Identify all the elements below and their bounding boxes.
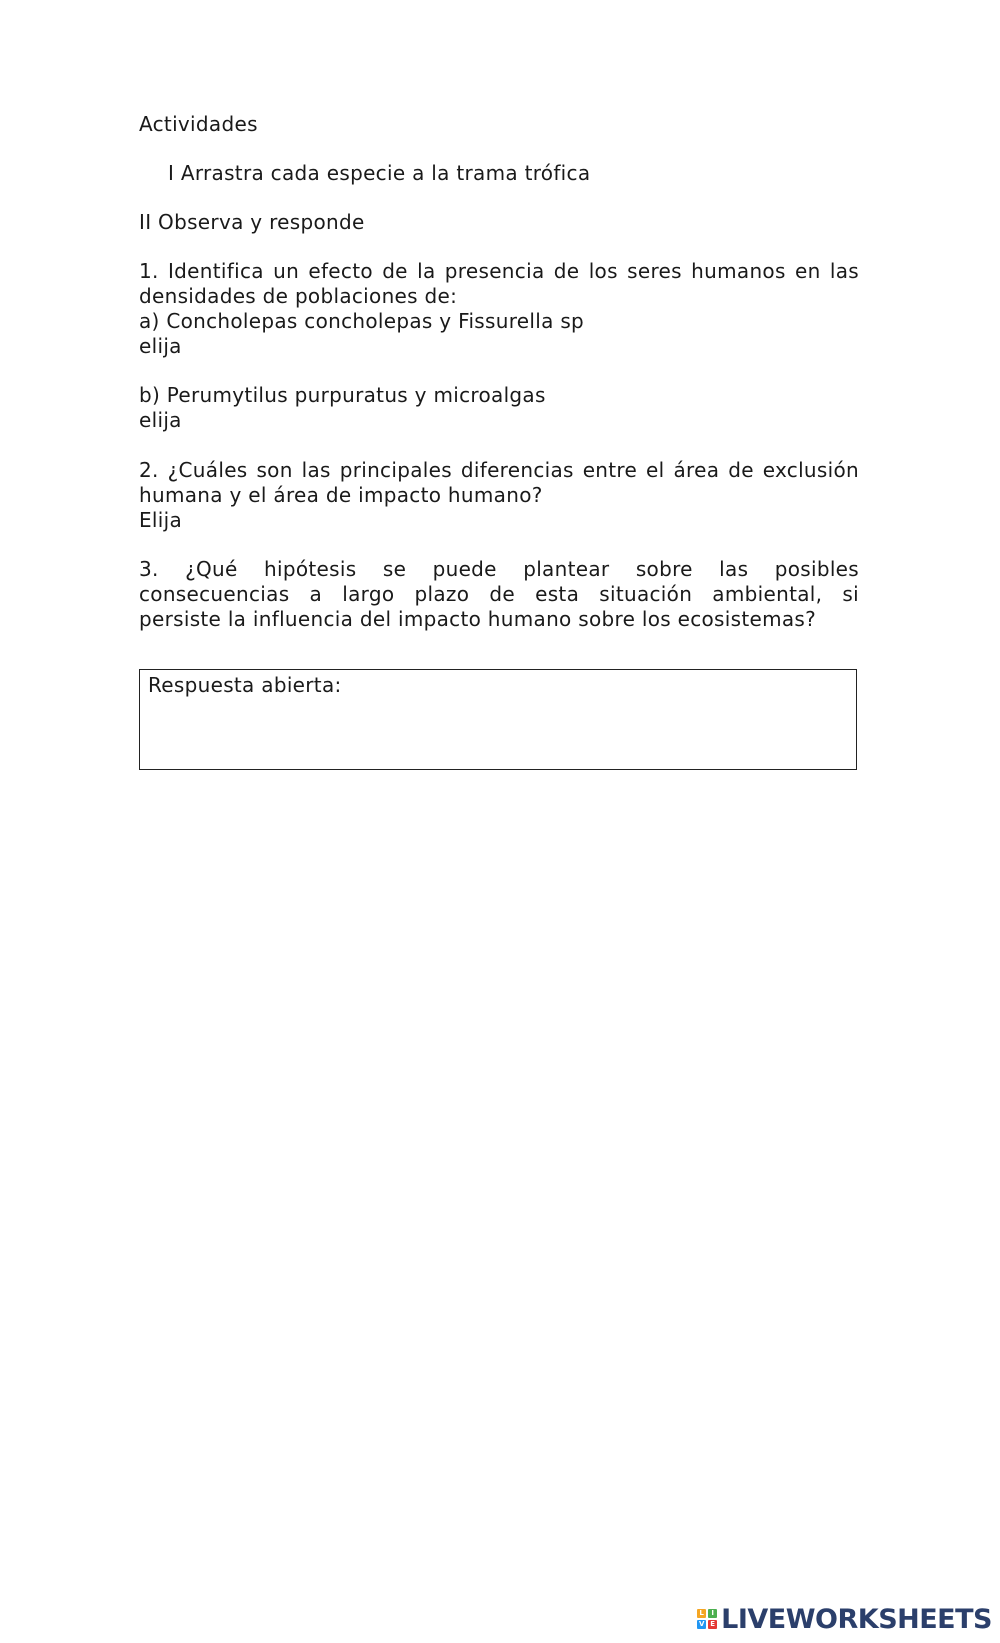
question-1a-dropdown[interactable]: elija [139, 334, 182, 358]
liveworksheets-logo-icon [697, 1609, 717, 1629]
question-2-line-1: 2. ¿Cuáles son las principales diferencias entre el área de exclusión [139, 458, 859, 482]
open-answer-box [139, 669, 857, 770]
question-1b-label: b) Perumytilus purpuratus y microalgas [139, 383, 546, 407]
liveworksheets-logo [697, 1604, 992, 1634]
question-2-dropdown[interactable]: Elija [139, 508, 183, 532]
open-answer-label: Respuesta abierta: [148, 673, 342, 697]
open-answer-input[interactable] [148, 702, 848, 763]
question-3-line-2: consecuencias a largo plazo de esta situación ambiental, si [139, 582, 859, 606]
section-drag-instruction: I Arrastra cada especie a la trama trófica [168, 161, 591, 185]
logo-mark-v: V [698, 1620, 705, 1628]
section-observe-instruction: II Observa y responde [139, 210, 365, 234]
question-1a-label: a) Concholepas concholepas y Fissurella sp [139, 309, 585, 333]
question-1b-dropdown[interactable]: elija [139, 408, 182, 432]
question-3-line-1: 3. ¿Qué hipótesis se puede plantear sobre las posibles [139, 557, 859, 581]
question-1-line-2: densidades de poblaciones de: [139, 284, 458, 308]
liveworksheets-logo-text: LIVEWORKSHEETS [721, 1603, 992, 1635]
logo-mark-i: I [708, 1609, 717, 1618]
question-2-line-2: humana y el área de impacto humano? [139, 483, 543, 507]
heading-actividades: Actividades [139, 112, 258, 136]
question-3-line-3: persiste la influencia del impacto humano sobre los ecosistemas? [139, 607, 817, 631]
logo-mark-l: L [697, 1609, 706, 1618]
logo-mark-e: E [708, 1620, 717, 1629]
question-1-line-1: 1. Identifica un efecto de la presencia de los seres humanos en las [139, 259, 859, 283]
